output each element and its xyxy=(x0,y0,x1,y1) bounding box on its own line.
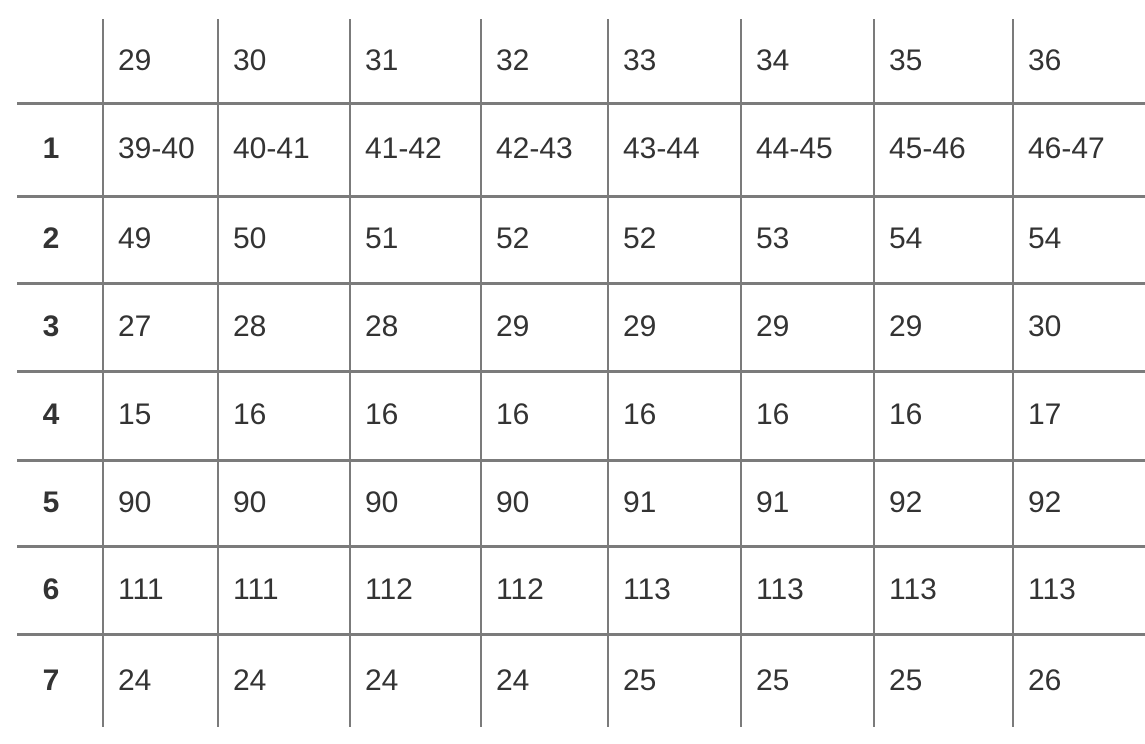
table-cell: 25 xyxy=(741,634,874,727)
table-cell: 29 xyxy=(874,283,1013,371)
table-cell: 113 xyxy=(608,546,741,634)
table-cell: 29 xyxy=(608,283,741,371)
row-label: 1 xyxy=(0,103,103,196)
table-cell: 111 xyxy=(103,546,218,634)
table-cell: 45-46 xyxy=(874,103,1013,196)
table-cell: 25 xyxy=(608,634,741,727)
column-header: 29 xyxy=(103,0,218,103)
table-body xyxy=(0,103,1145,727)
table-cell: 91 xyxy=(608,460,741,546)
table-row xyxy=(0,103,1145,196)
table-cell: 46-47 xyxy=(1013,103,1145,196)
table-cell: 113 xyxy=(1013,546,1145,634)
table-cell: 29 xyxy=(481,283,608,371)
table-cell: 30 xyxy=(1013,283,1145,371)
table-cell: 28 xyxy=(350,283,481,371)
table-cell: 90 xyxy=(218,460,350,546)
table-cell: 29 xyxy=(741,283,874,371)
table-cell: 54 xyxy=(874,196,1013,283)
table-cell: 49 xyxy=(103,196,218,283)
table-row xyxy=(0,546,1145,634)
table-cell: 92 xyxy=(1013,460,1145,546)
table-cell: 111 xyxy=(218,546,350,634)
table-cell: 24 xyxy=(103,634,218,727)
table-cell: 17 xyxy=(1013,371,1145,460)
table-cell: 54 xyxy=(1013,196,1145,283)
table-cell: 52 xyxy=(481,196,608,283)
column-header: 36 xyxy=(1013,0,1145,103)
table-cell: 42-43 xyxy=(481,103,608,196)
table-cell: 15 xyxy=(103,371,218,460)
top-crop-mask xyxy=(0,0,1145,19)
table-cell: 91 xyxy=(741,460,874,546)
table-cell: 41-42 xyxy=(350,103,481,196)
column-header: 32 xyxy=(481,0,608,103)
table-cell: 16 xyxy=(608,371,741,460)
table-cell: 44-45 xyxy=(741,103,874,196)
row-label: 4 xyxy=(0,371,103,460)
table-cell: 112 xyxy=(350,546,481,634)
table-cell: 90 xyxy=(350,460,481,546)
row-label: 2 xyxy=(0,196,103,283)
table-cell: 28 xyxy=(218,283,350,371)
table-cell: 25 xyxy=(874,634,1013,727)
table-cell: 26 xyxy=(1013,634,1145,727)
column-header: 34 xyxy=(741,0,874,103)
table-cell: 53 xyxy=(741,196,874,283)
table-cell: 92 xyxy=(874,460,1013,546)
table-cell: 24 xyxy=(481,634,608,727)
table-cell: 24 xyxy=(350,634,481,727)
table-cell: 16 xyxy=(481,371,608,460)
table-cell: 90 xyxy=(481,460,608,546)
column-header: 33 xyxy=(608,0,741,103)
table-cell: 16 xyxy=(874,371,1013,460)
left-crop-mask xyxy=(0,0,17,744)
row-label: 6 xyxy=(0,546,103,634)
table-cell: 27 xyxy=(103,283,218,371)
table-row xyxy=(0,634,1145,727)
column-header: 30 xyxy=(218,0,350,103)
table-cell: 113 xyxy=(874,546,1013,634)
table-row xyxy=(0,196,1145,283)
table-cell: 24 xyxy=(218,634,350,727)
column-header: 35 xyxy=(874,0,1013,103)
table-cell: 39-40 xyxy=(103,103,218,196)
table-row xyxy=(0,283,1145,371)
row-label: 7 xyxy=(0,634,103,727)
table-cell: 52 xyxy=(608,196,741,283)
table-cell: 90 xyxy=(103,460,218,546)
row-label: 3 xyxy=(0,283,103,371)
table-row xyxy=(0,460,1145,546)
row-label: 5 xyxy=(0,460,103,546)
table-cell: 113 xyxy=(741,546,874,634)
table-cell: 50 xyxy=(218,196,350,283)
table-cell: 16 xyxy=(350,371,481,460)
table-row xyxy=(0,371,1145,460)
table-cell: 16 xyxy=(741,371,874,460)
table-cell: 112 xyxy=(481,546,608,634)
table-cell: 16 xyxy=(218,371,350,460)
table-cell: 51 xyxy=(350,196,481,283)
table-cell: 40-41 xyxy=(218,103,350,196)
column-header: 31 xyxy=(350,0,481,103)
table-cell: 43-44 xyxy=(608,103,741,196)
